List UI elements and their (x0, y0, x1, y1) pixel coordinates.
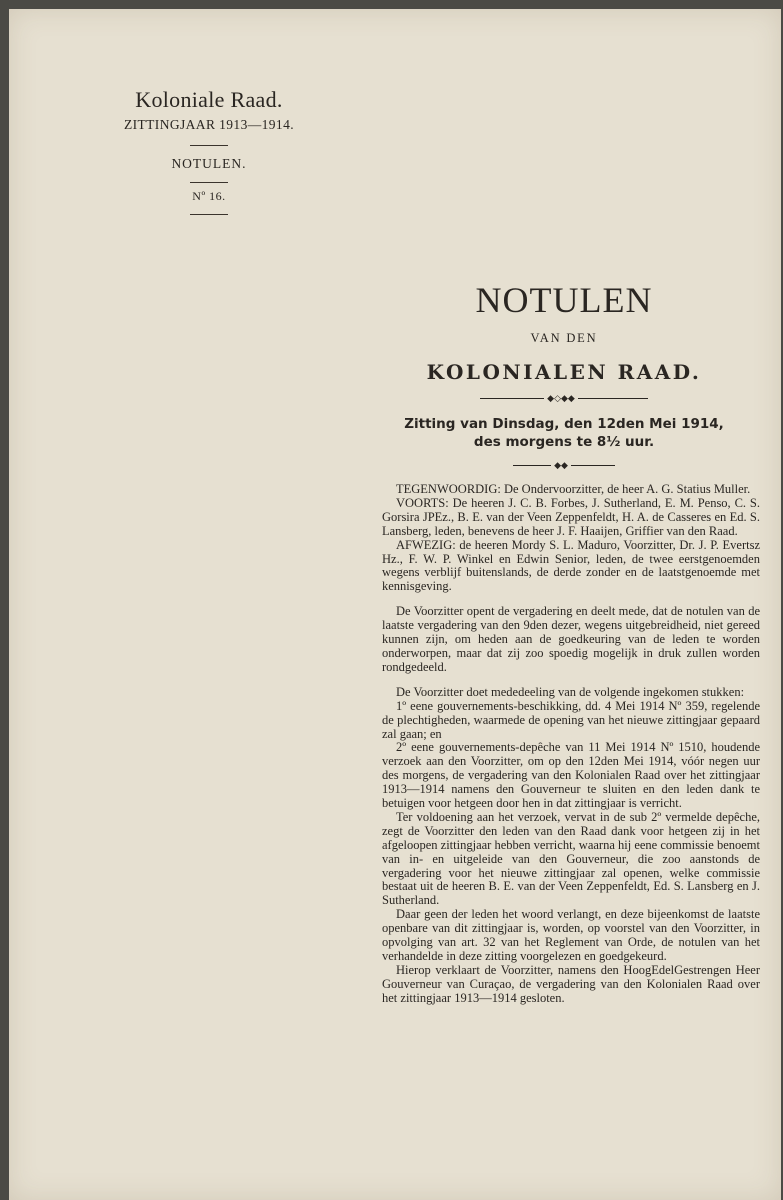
paragraph: Ter voldoening aan het verzoek, vervat in de sub 2º vermelde depêche, zegt de Voorzitter den leden van den Raad dank voor hetgeen zij in het afgeloopen zittingjaar hebben verricht, waarna hij eene commissie benoemt van in- en uitgeleide van den Gouverneur, die zoo aanstonds de vergadering voor het nieuwe zittingjaar zal openen, welke commissie bestaat uit de heeren B. E. van der Veen Zeppenfeldt, Ed. S. Lansberg en J. Sutherland. (382, 809, 760, 908)
title-main: NOTULEN (475, 280, 653, 320)
minutes-body (382, 483, 760, 1006)
attendance-absent: AFWEZIG: de heeren Mordy S. L. Maduro, Voorzitter, Dr. J. P. Evertsz Hz., F. W. P. Winkel en Edwin Senior, leden, de twee eerstgenoemden wegens verblijf buitenslands, de derde zonder en de laatstgenoemde met kennisgeving. (382, 537, 760, 594)
meeting-date: Zitting van Dinsdag, den 12den Mei 1914, (404, 416, 724, 432)
ornament-icon-small: ◆◆ (554, 460, 568, 470)
paragraph: 2º eene gouvernements-depêche van 11 Mei 1914 Nº 1510, houdende verzoek aan den Voorzitter, om op den 12den Mei 1914, vóór negen uur des morgens, de vergadering van den Kolonialen Raad over het zittingjaar 1913—1914 namens den Gouverneur te sluiten en den leden dank te betuigen voor hetgeen door hen in dat zittingjaar is verricht. (382, 740, 760, 811)
paragraph: Hierop verklaart de Voorzitter, namens den HoogEdelGestrengen Heer Gouverneur van Curaçao, de vergadering van den Kolonialen Raad over het zittingjaar 1913—1914 gesloten. (382, 962, 760, 1005)
paragraph: De Voorzitter doet mededeeling van de volgende ingekomen stukken: (396, 684, 745, 699)
header-block (97, 79, 321, 225)
paragraph: 1º eene gouvernements-beschikking, dd. 4 Mei 1914 Nº 359, regelende de plechtigheden, waarmede de opening van het nieuwe zittingjaar gepaard zal gaan; en (382, 698, 760, 741)
meeting-info (381, 415, 747, 451)
header-divider-2 (190, 182, 228, 183)
ornament-divider (381, 394, 747, 403)
attendance-present: TEGENWOORDIG: De Ondervoorzitter, de heer A. G. Statius Muller. (396, 482, 751, 496)
document-page (9, 9, 781, 1200)
title-raad: KOLONIALEN RAAD. (426, 360, 702, 384)
title-block (381, 279, 747, 470)
paragraph: De Voorzitter opent de vergadering en deelt mede, dat de notulen van de laatste vergadering van den 9den dezer, wegens uitgebreidheid, niet gereed kunnen zijn, om heden aan de goedkeuring van de leden te worden onderworpen, maar dat zij zoo spoedig mogelijk in druk zullen worden rondgedeeld. (382, 604, 760, 674)
session-year: ZITTINGJAAR 1913—1914. (123, 117, 295, 132)
attendance-also: VOORTS: De heeren J. C. B. Forbes, J. Sutherland, E. M. Penso, C. S. Gorsira JPEz., B. E. van der Veen Zeppenfeldt, H. A. de Casseres en Ed. S. Lansberg, leden, benevens de heer J. F. Haaijen, Griffier van den Raad. (382, 495, 760, 538)
council-name: Koloniale Raad. (135, 87, 283, 112)
ornament-divider-small (381, 461, 747, 470)
header-divider (190, 145, 228, 146)
doc-type: NOTULEN. (171, 156, 247, 171)
meeting-time: des morgens te 8½ uur. (473, 434, 655, 450)
paragraph: Daar geen der leden het woord verlangt, en deze bijeenkomst de laatste openbare van dit zittingjaar is, worden, op voorstel van den Voorzitter, in opvolging van art. 32 van het Reglement van Orde, de notulen van het verhandelde in deze zitting voorgelezen en goedgekeurd. (382, 907, 760, 963)
header-divider-3 (190, 214, 228, 215)
ornament-icon: ◆◇◆◆ (547, 393, 575, 403)
doc-number: Nº 16. (192, 189, 226, 203)
title-van-den: VAN DEN (530, 331, 598, 345)
